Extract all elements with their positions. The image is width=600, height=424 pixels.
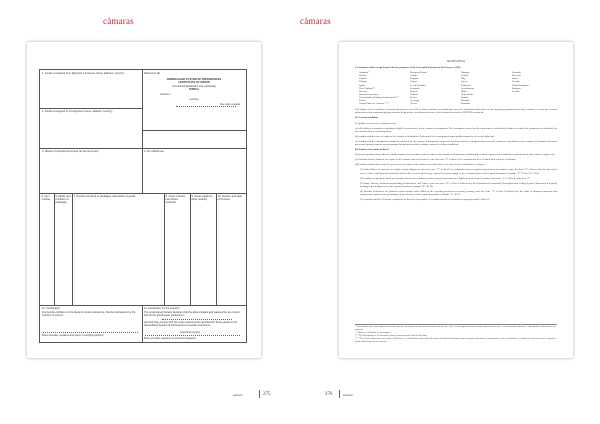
country-item: Belgium [410,77,419,81]
box-reference-lower [142,130,246,149]
box8-b3: (3) Japan, Norway, Switzerland including Liechtenstein, and Turkey: enter the letter "W" in Box 8 followed by the Harmonized Commodity Description and Coding System (Harmonized System) heading at the 4-digit level of the exported product (example "W" 96.18). [360,181,557,188]
box8-b4: (4) Russian Federation: for products which include value added in the exporting preference-receiving country, enter the letter "Y" in Box 8 followed by the value of imported materials and components expressed as a percentage of the fob price of the exported products (example "Y" 45%). [360,189,557,196]
notes-footnotes [355,324,557,343]
box8-b2: (2) Canada: for products which meet origin criteria from working or processing in more than one eligible least developed country, enter letter "G" in Box 8, otherwise "F". [360,176,531,180]
column-6-marks [54,193,73,306]
certificate-form [39,69,247,343]
country-item: European Union: [410,71,428,75]
box-12-title: 12. Declaration by the exporter [144,307,180,310]
footnote-4: **** The United States does not require GSP Form A. A declaration setting forth all pertinent detailed information concerning the production or manufacture of the merchandise is considered sufficient only if requested by the district director of Customs. [355,337,556,343]
section-2-heading: II. General conditions [355,116,379,120]
box-12-text-2: and that they comply with the origin requirements specified for those goods in the Generalized System of Preferences for goods exported to [144,321,238,328]
country-item: Slovenia [512,74,521,78]
footer-left-divider [259,390,260,398]
footnote-3: *** The Principality of Liechtenstein forms a customs union with Switzerland. [355,334,428,337]
country-item: Australia* [359,71,370,75]
qualify-text: To qualify for preference, products must: [355,121,397,125]
country-item: Belarus [359,74,367,78]
box8-intro: Preference products must either be wholly obtained in accordance with the rules of the country of destination or sufficiently worked or processed to fulfil the requirements of that country's origin rules. [355,153,556,157]
column-10-invoices [216,193,246,306]
country-item: Sweden [512,80,520,84]
column-5-item-number [40,193,55,306]
country-item: Estonia [410,89,418,93]
column-10-label: 10. Number and date of invoices [217,194,242,201]
box-1-label: 1. Goods consigned from (Exporter's business name, address, country) [42,72,124,75]
column-9-weight [190,193,217,306]
form-title-combined: (Combined declaration and certificate) [172,84,216,88]
form-title-gsp: GENERALIZED SYSTEM OF PREFERENCES [166,78,222,82]
country-item: Russian Federation [359,92,379,96]
column-8-label: 8. Origin criterion (see Notes overleaf) [165,194,186,204]
notes-full-details: Full details of the conditions covering admission to the GSP in these countries are obtainable from the designated authorities in the exporting preference-receiving countries or from the customs authorities of the preference-giving countries listed above. An information note is also obtainable from the UNCTAD secretariat. [355,108,557,115]
condition-a: (a) fall within a description of products eligible for preference in the country of destination. The description entered on the form must be sufficiently detailed to enable the products to be identified by the customs officer examining them; [355,126,557,133]
page-left-certificate [27,42,261,358]
footer-right-folio: anexos [343,393,353,397]
country-item: Portugal [461,99,470,103]
box-4-official-use [142,148,246,194]
country-item: New Zealand** [359,86,375,90]
country-item: Netherlands [461,92,474,96]
reference-label: Reference No. [144,72,161,75]
country-item: France [410,95,417,99]
logo-text: cámaras [300,16,331,26]
country-item: Slovakia [512,71,521,75]
box-12-signature-line [145,335,240,336]
country-item: Ireland [461,74,469,78]
country-col-3 [461,71,506,105]
country-item: Austria [410,74,418,78]
footer-right-divider [339,390,340,398]
footnote-2: ** Official certification is not required. [355,331,392,334]
notes-section [355,60,557,203]
country-item: Bulgaria [512,86,521,90]
column-5-label: 5. Item number [41,194,51,201]
country-item: Denmark [410,86,420,90]
country-item: Poland [461,95,468,99]
box-11-certification [40,305,143,342]
issued-in-label: Issued in [160,93,171,97]
footer-left-page-number: 275 [263,392,271,397]
country-item: Latvia [461,80,468,84]
footnote-1: * For Australia, the main requirement is the exporter's declaration on the normal commercial invoice. Form A, accompanied by the normal commercial invoice, is an acceptable alternative, but official certification is not required. [355,326,556,331]
country-item: Czech Republic [410,83,426,87]
box-11-title: 11. Certification [42,307,60,310]
form-title-certificate: CERTIFICATE OF ORIGIN [178,81,210,85]
logo-text: cámaras [103,16,134,26]
box-12-text-1: The undersigned hereby declares that the above details and statements are correct; that all the goods were produced in [144,311,241,318]
box-12-signature-caption: Place and date, signature of authorized signatory [144,337,196,340]
box-reference [142,70,246,131]
camaras-logo-right [300,16,331,26]
country-item: Japan [359,83,365,87]
condition-b: (b) comply with the rules of origin of the country of destination. Each article in a consignment must qualify separately in its own right; and [355,134,495,138]
country-item: Malta [461,89,467,93]
footer-right-page-number: 276 [325,392,333,397]
box-11-signature-caption: Place and date, signature and stamp of certifying authority [42,334,104,337]
country-item: Finland [410,92,418,96]
form-title-form-a: FORM A [188,87,200,91]
camaras-logo-left [103,16,134,26]
column-8-origin [164,193,191,306]
see-notes-caption: See notes overleaf [220,103,240,107]
country-item: Greece [410,102,418,106]
box-2-label: 2. Goods consigned to (Consignee's name, address, country) [42,110,113,113]
column-7-label: 7. Number and kind of packages; description of goods [73,194,136,198]
footer-left-folio: anexos [233,393,243,397]
notes-title: NOTES (FEA) [446,59,466,63]
box8-b1: (1) United States of America: for single country shipments, enter the letter "Y" in Box 8; for shipments from recognized associations of countries, enter the letter "Z", followed by the sum of the cost or value of the domestic materials and the direct cost of processing, expressed as a percentage of the ex-factory price of the exported products (example "Y" 35% or "Z" 35%). [360,168,557,175]
country-item: Italy [461,77,466,81]
country-item: Luxembourg [461,86,474,90]
notes-intro: I. Countries which accept Form A for the purposes of the Generalized System of Preferences (GSP): [355,66,462,70]
country-list [359,71,557,105]
box-12-country-line [162,319,232,320]
condition-c: (c) comply with the consignment conditions specified by the country of destination. In general, products must be consigned direct from the country of exportation to the country of destination but most preference-giving countries accept passage through intermediate countries subject to certain conditions. [355,139,557,146]
section-3-heading: III. Entries to be made in Box 8 [355,148,389,152]
country-item: Norway [359,89,368,93]
country-item: Turkey [359,99,367,103]
country-item: Croatia [512,89,520,93]
box-4-label: 4. For official use [144,150,164,153]
column-7-description [72,193,165,306]
country-item: Switzerland including Liechtenstein*** [359,95,399,99]
page-right-notes [339,42,573,358]
box8-b5: (5) Australia and New Zealand: completion of Box 8 is not required. It is sufficient that a declaration be properly made in Box 12. [360,198,490,202]
box-3-transport [40,148,143,194]
box8-b: (b) Products sufficiently worked or processed: for export to the countries specified below, the entry in Box 8 should be as follows: [355,163,486,167]
country-col-2 [410,71,455,105]
country-item: Germany [410,99,420,103]
country-item: Hungary [461,71,470,75]
country-item: United States of America**** [359,102,390,106]
country-item: Lithuania [461,83,471,87]
country-item: Canada [359,77,367,81]
box-11-text: It is hereby certified, on the basis of control carried out, that the declaration by the exporter is correct. [42,311,136,318]
box-2-consignee [40,108,143,149]
country-caption: (country) [189,98,199,102]
country-item: Finland [359,80,367,84]
column-6-label: 6. Marks and numbers of packages [55,194,71,204]
issued-in-line [176,106,236,107]
country-col-4 [512,71,557,105]
box-11-signature-line [43,332,138,333]
country-col-1 [359,71,404,105]
box-3-label: 3. Means of transport and route (as far as known) [42,150,99,153]
column-9-label: 9. Gross weight or other quantity [191,194,213,201]
country-item: Spain [512,77,518,81]
country-item: Cyprus [410,80,418,84]
box-12-importing-caption: (importing country) [180,331,200,334]
box-12-declaration [142,305,246,342]
box8-a: (a) Products wholly obtained: for export to all countries listed in Section I, enter the letter "P" in Box 8 (for Australia and New Zealand Box 8 may be left blank). [355,158,517,162]
country-item: Romania [461,102,471,106]
country-item: United Kingdom [512,83,529,87]
box-1-exporter [40,70,143,109]
